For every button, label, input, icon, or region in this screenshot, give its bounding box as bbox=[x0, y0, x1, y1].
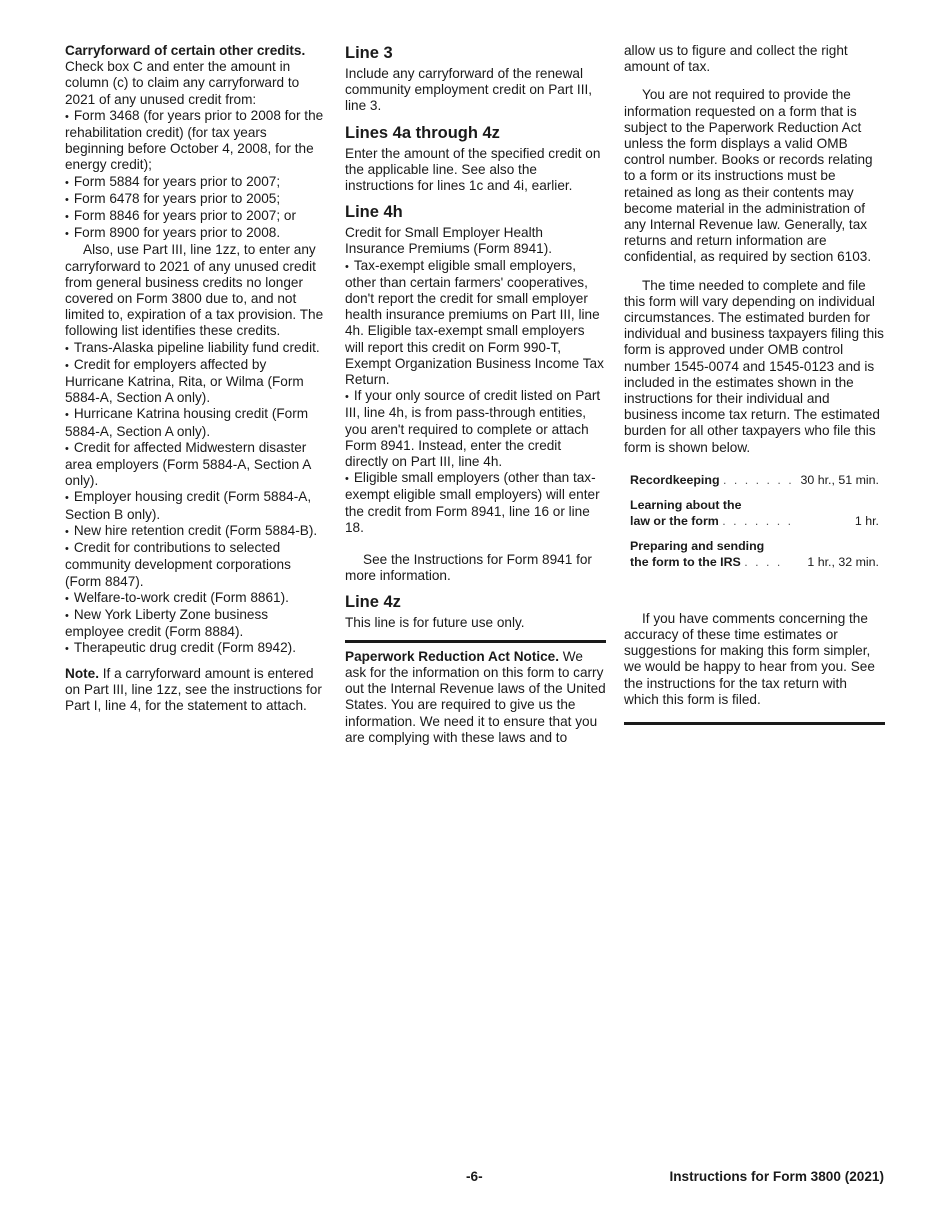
burden-value: 30 hr., 51 min. bbox=[800, 472, 879, 487]
document-title: Instructions for Form 3800 (2021) bbox=[669, 1169, 884, 1184]
column-left bbox=[65, 43, 327, 714]
carryforward-bullet: • Form 8846 for years prior to 2007; or bbox=[65, 208, 327, 225]
credit-list-item: • Credit for affected Midwestern disaster area employers (Form 5884-A, Section A only). bbox=[65, 440, 327, 490]
see-instructions-text: See the Instructions for Form 8941 for more information. bbox=[345, 552, 592, 584]
table-row bbox=[624, 497, 885, 538]
line4z-text: This line is for future use only. bbox=[345, 615, 525, 631]
comments-paragraph: If you have comments concerning the accuracy of these time estimates or suggestions for making this form simpler, we would be happy to hear from you. See the instructions for the tax return with which this form is filed. bbox=[624, 610, 875, 707]
leader-dots: . . . . . . . bbox=[722, 472, 794, 487]
credit-list-item: • Trans-Alaska pipeline liability fund credit. bbox=[65, 340, 327, 357]
line4z-heading: Line 4z bbox=[345, 593, 401, 612]
time-needed-paragraph: The time needed to complete and file this form will vary depending on individual circumstances. The estimated burden for individual and business taxpayers filing this form is approved under OMB control number 1545-0074 and 1545-0123 and is included in the estimates shown in the instructions for their individual and business income tax return. The estimated burden for all other taxpayers who file this form is shown below. bbox=[624, 277, 884, 455]
column-right bbox=[624, 43, 885, 725]
line3-text: Include any carryforward of the renewal community employment credit on Part III, line 3. bbox=[345, 66, 593, 114]
line3-heading: Line 3 bbox=[345, 44, 393, 62]
pra-paragraph bbox=[345, 649, 606, 746]
leader-dots: . . . . . . . bbox=[722, 513, 794, 528]
burden-value: 1 hr., 32 min. bbox=[807, 554, 879, 569]
burden-label: law or the form bbox=[630, 513, 719, 528]
page-number: -6- bbox=[466, 1169, 483, 1184]
credit-list-item: • Credit for contributions to selected community development corporations (Form 8847). bbox=[65, 540, 327, 590]
burden-label: Preparing and sending bbox=[630, 538, 765, 553]
pra-text: We ask for the information on this form to carry out the Internal Revenue laws of the United States. You are required to give us the information. We need it to ensure that you are complying with these laws and to bbox=[345, 648, 606, 745]
credit-list-item: • Credit for employers affected by Hurricane Katrina, Rita, or Wilma (Form 5884-A, Section A only). bbox=[65, 357, 327, 407]
burden-label: Learning about the bbox=[630, 497, 742, 512]
pra-continued-text: allow us to figure and collect the right amount of tax. bbox=[624, 43, 848, 75]
credit-list-item: • New York Liberty Zone business employee credit (Form 8884). bbox=[65, 607, 327, 640]
table-row bbox=[624, 472, 885, 497]
credit-list-item: • Hurricane Katrina housing credit (Form 5884-A, Section A only). bbox=[65, 406, 327, 439]
line4h-text: Credit for Small Employer Health Insurance Premiums (Form 8941). bbox=[345, 225, 552, 257]
credit-list-item: • Employer housing credit (Form 5884-A, Section B only). bbox=[65, 489, 327, 522]
note-label: Note. bbox=[65, 665, 99, 681]
lines4a-heading: Lines 4a through 4z bbox=[345, 123, 500, 142]
carryforward-bullet: • Form 6478 for years prior to 2005; bbox=[65, 191, 327, 208]
note-paragraph bbox=[65, 666, 327, 715]
also-paragraph: Also, use Part III, line 1zz, to enter any carryforward to 2021 of any unused credit from general business credits no longer covered on Form 3800 due to, and not limited to, expiration of a tax provision. The following list identifies these credits. bbox=[65, 242, 324, 339]
pra-heading: Paperwork Reduction Act Notice. bbox=[345, 648, 560, 664]
burden-label: Recordkeeping bbox=[630, 472, 720, 487]
end-rule bbox=[624, 722, 885, 725]
carryforward-paragraph bbox=[65, 43, 327, 108]
lines4a-text: Enter the amount of the specified credit on the applicable line. See also the instructions for lines 1c and 4i, earlier. bbox=[345, 145, 601, 194]
burden-table bbox=[624, 472, 885, 579]
carryforward-heading: Carryforward of certain other credits. bbox=[65, 43, 306, 58]
carryforward-bullet: • Form 8900 for years prior to 2008. bbox=[65, 225, 327, 242]
leader-dots: . . . . bbox=[744, 554, 783, 569]
credit-list-item: • Therapeutic drug credit (Form 8942). bbox=[65, 640, 327, 657]
section-divider bbox=[345, 640, 606, 643]
carryforward-bullet: • Form 3468 (for years prior to 2008 for the rehabilitation credit) (for tax years beginning before October 4, 2008, for the energy credit); bbox=[65, 108, 327, 174]
line4h-bullet: • Eligible small employers (other than tax-exempt eligible small employers) will enter the credit from Form 8941, line 16 or line 18. bbox=[345, 470, 606, 536]
column-middle bbox=[345, 43, 606, 746]
burden-value: 1 hr. bbox=[854, 513, 879, 528]
line4h-bullet: • Tax-exempt eligible small employers, other than certain farmers' cooperatives, don't report the credit for small employer health insurance premiums on Part III, line 4h. Eligible tax-exempt small employers will report this credit on Form 990-T, Exempt Organization Business Income Tax Return. bbox=[345, 258, 606, 389]
burden-label: the form to the IRS bbox=[630, 554, 741, 569]
credit-list-item: • Welfare-to-work credit (Form 8861). bbox=[65, 590, 327, 607]
line4h-heading: Line 4h bbox=[345, 203, 403, 222]
carryforward-bullet: • Form 5884 for years prior to 2007; bbox=[65, 174, 327, 191]
table-row bbox=[624, 538, 885, 579]
carryforward-text: Check box C and enter the amount in column (c) to claim any carryforward to 2021 of any unused credit from: bbox=[65, 59, 300, 107]
note-text: If a carryforward amount is entered on Part III, line 1zz, see the instructions for Part I, line 4, for the statement to attach. bbox=[65, 665, 322, 713]
not-required-paragraph: You are not required to provide the information requested on a form that is subject to the Paperwork Reduction Act unless the form displays a valid OMB control number. Books or records relating to a form or its instructions must be retained as long as their contents may become material in the administration of any Internal Revenue law. Generally, tax returns and return information are confidential, as required by section 6103. bbox=[624, 87, 873, 265]
credit-list-item: • New hire retention credit (Form 5884-B). bbox=[65, 523, 327, 540]
line4h-bullet: • If your only source of credit listed on Part III, line 4h, is from pass-through entities, you aren't required to complete or attach Form 8941. Instead, enter the credit directly on Part III, line 4h. bbox=[345, 388, 606, 470]
